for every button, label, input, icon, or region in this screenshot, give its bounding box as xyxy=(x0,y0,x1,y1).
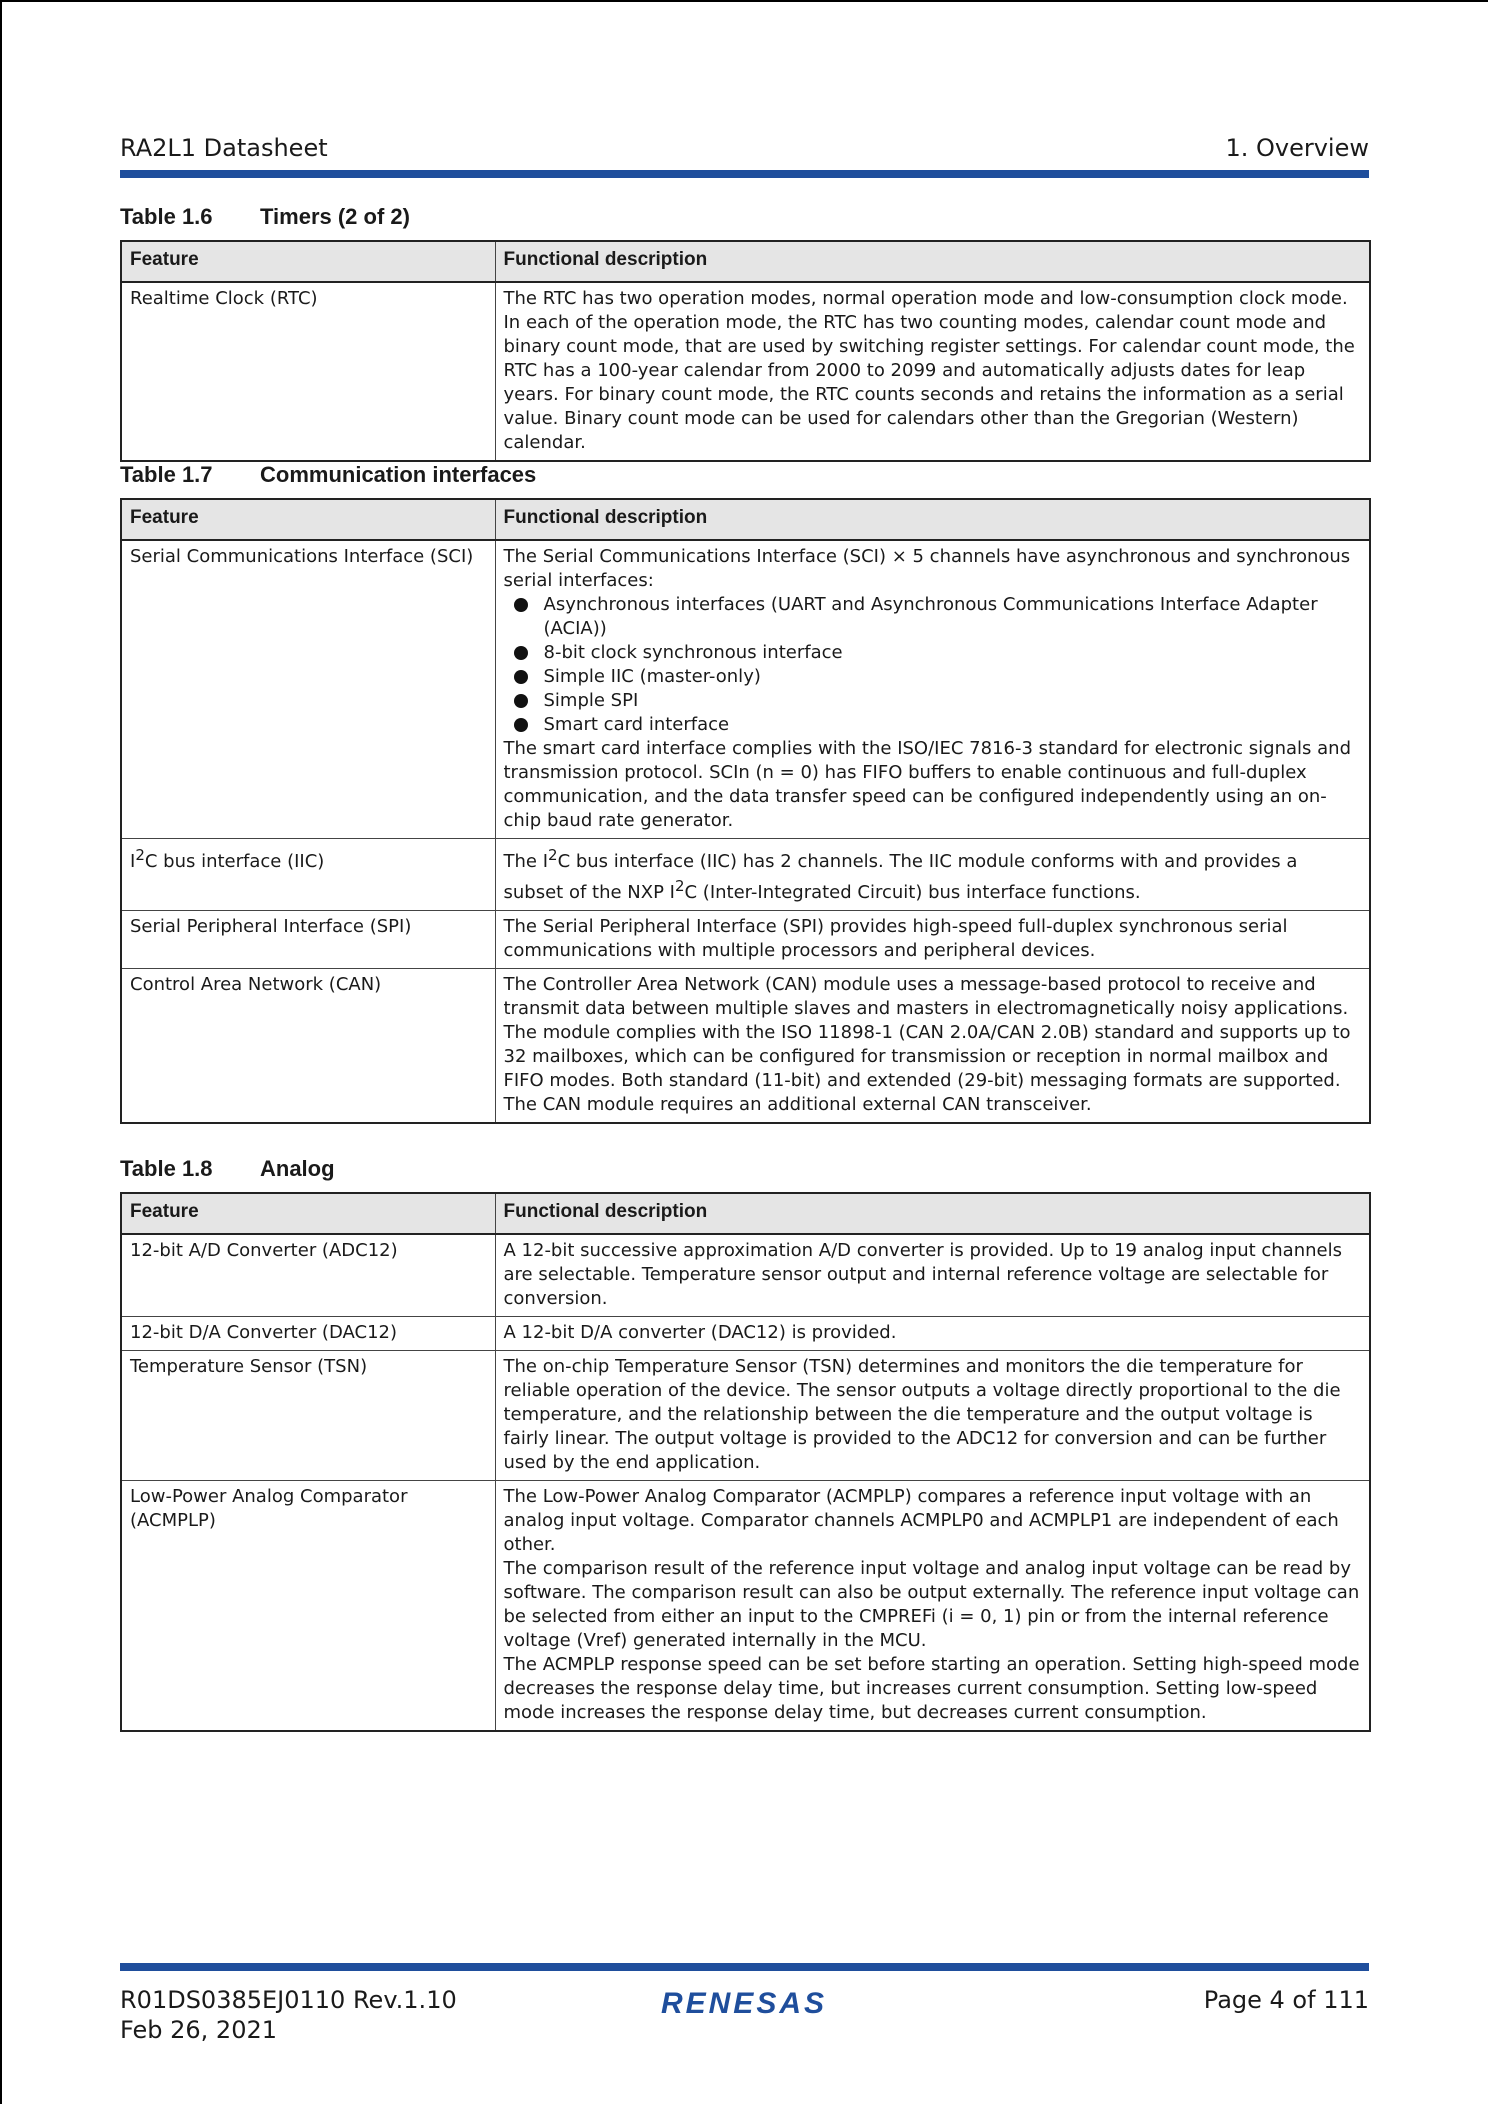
acmplp-paragraph: The ACMPLP response speed can be set before starting an operation. Setting high-speed mode decreases the response delay time, but increases current consumption. Setting low-speed mode increases the response delay time, but decreases current consumption. xyxy=(503,1654,1360,1723)
table-title: Timers (2 of 2) xyxy=(260,204,410,229)
acmplp-paragraph: The comparison result of the reference input voltage and analog input voltage can be read by software. The comparison result can also be output externally. The reference input voltage can be selected from either an input to the CMPREFi (i = 0, 1) pin or from the internal reference voltage (Vref) generated internally in the MCU. xyxy=(503,1558,1360,1651)
list-item: Simple SPI xyxy=(544,689,1362,713)
logo-text: RENESAS xyxy=(660,1987,828,2020)
feature-cell: Temperature Sensor (TSN) xyxy=(121,1351,495,1481)
document-date: Feb 26, 2021 xyxy=(120,2016,277,2044)
description-cell: A 12-bit D/A converter (DAC12) is provided. xyxy=(495,1317,1370,1351)
footer-rule xyxy=(120,1963,1369,1971)
description-cell: A 12-bit successive approximation A/D converter is provided. Up to 19 analog input channels are selectable. Temperature sensor output and internal reference voltage are selectable for conversion. xyxy=(495,1234,1370,1317)
communication-table xyxy=(120,498,1371,1124)
bullet-icon xyxy=(514,598,528,612)
feature-cell: Low-Power Analog Comparator (ACMPLP) xyxy=(121,1481,495,1732)
table-header-row xyxy=(121,499,1370,540)
list-item: Asynchronous interfaces (UART and Asynchronous Communications Interface Adapter (ACIA)) xyxy=(544,593,1362,641)
feature-column-header: Feature xyxy=(121,1193,495,1234)
analog-table xyxy=(120,1192,1371,1732)
feature-cell: $I^2C$ bus interface (IIC) xyxy=(121,839,495,911)
table-caption-communication xyxy=(120,462,536,488)
feature-cell: Control Area Network (CAN) xyxy=(121,969,495,1124)
table-row xyxy=(121,1481,1370,1732)
description-column-header: Functional description xyxy=(495,499,1370,540)
table-number: Table 1.8 xyxy=(120,1156,213,1181)
description-cell xyxy=(495,540,1370,839)
table-caption-timers xyxy=(120,204,410,230)
sci-bullet-list xyxy=(504,593,1362,737)
table-header-row xyxy=(121,1193,1370,1234)
acmplp-paragraph: The Low-Power Analog Comparator (ACMPLP) compares a reference input voltage with an analog input voltage. Comparator channels ACMPLP0 and ACMPLP1 are independent of each other. xyxy=(503,1486,1339,1555)
description-cell: The $I^2C$ bus interface (IIC) has 2 channels. The IIC module conforms with and provides a subset of the NXP $I^2C$ (Inter-Integrated Circuit) bus interface functions. xyxy=(495,839,1370,911)
table-row xyxy=(121,969,1370,1124)
table-number: Table 1.6 xyxy=(120,204,213,229)
list-item: Smart card interface xyxy=(544,713,1362,737)
feature-cell: Serial Communications Interface (SCI) xyxy=(121,540,495,839)
table-title: Communication interfaces xyxy=(260,462,537,487)
table-row xyxy=(121,282,1370,461)
list-item: Simple IIC (master-only) xyxy=(544,665,1362,689)
table-row xyxy=(121,1234,1370,1317)
description-cell: The Serial Peripheral Interface (SPI) provides high-speed full-duplex synchronous serial communications with multiple processors and peripheral devices. xyxy=(495,911,1370,969)
description-column-header: Functional description xyxy=(495,241,1370,282)
table-row xyxy=(121,839,1370,911)
document-id: R01DS0385EJ0110 Rev.1.10 xyxy=(120,1986,457,2014)
table-row xyxy=(121,1317,1370,1351)
description-cell: The RTC has two operation modes, normal operation mode and low-consumption clock mode. In each of the operation mode, the RTC has two counting modes, calendar count mode and binary count mode, that are used by switching register settings. For calendar count mode, the RTC has a 100-year calendar from 2000 to 2099 and automatically adjusts dates for leap years. For binary count mode, the RTC counts seconds and retains the information as a serial value. Binary count mode can be used for calendars other than the Gregorian (Western) calendar. xyxy=(495,282,1370,461)
timers-table xyxy=(120,240,1371,462)
bullet-icon xyxy=(514,670,528,684)
bullet-icon xyxy=(514,718,528,732)
table-row xyxy=(121,1351,1370,1481)
document-title: RA2L1 Datasheet xyxy=(120,134,328,162)
feature-cell: 12-bit A/D Converter (ADC12) xyxy=(121,1234,495,1317)
bullet-icon xyxy=(514,694,528,708)
table-number: Table 1.7 xyxy=(120,462,213,487)
table-row xyxy=(121,540,1370,839)
description-cell: The Controller Area Network (CAN) module uses a message-based protocol to receive and transmit data between multiple slaves and masters in electromagnetically noisy applications. The module complies with the ISO 11898-1 (CAN 2.0A/CAN 2.0B) standard and supports up to 32 mailboxes, which can be configured for transmission or reception in normal mailbox and FIFO modes. Both standard (11-bit) and extended (29-bit) messaging formats are supported. The CAN module requires an additional external CAN transceiver. xyxy=(495,969,1370,1124)
bullet-icon xyxy=(514,646,528,660)
table-caption-analog xyxy=(120,1156,335,1182)
feature-cell: Serial Peripheral Interface (SPI) xyxy=(121,911,495,969)
description-cell: The on-chip Temperature Sensor (TSN) determines and monitors the die temperature for reliable operation of the device. The sensor outputs a voltage directly proportional to the die temperature, and the relationship between the die temperature and the output voltage is fairly linear. The output voltage is provided to the ADC12 for conversion and can be further used by the end application. xyxy=(495,1351,1370,1481)
sci-intro: The Serial Communications Interface (SCI) × 5 channels have asynchronous and synchronous serial interfaces: xyxy=(503,546,1351,591)
feature-cell: Realtime Clock (RTC) xyxy=(121,282,495,461)
list-item: 8-bit clock synchronous interface xyxy=(544,641,1362,665)
page-number: Page 4 of 111 xyxy=(1203,1986,1369,2014)
feature-cell: 12-bit D/A Converter (DAC12) xyxy=(121,1317,495,1351)
sci-outro: The smart card interface complies with the ISO/IEC 7816-3 standard for electronic signals and transmission protocol. SCIn (n = 0) has FIFO buffers to enable continuous and full-duplex communication, and the data transfer speed can be configured independently using an on-chip baud rate generator. xyxy=(503,738,1352,831)
description-cell xyxy=(495,1481,1370,1732)
section-title: 1. Overview xyxy=(1225,134,1369,162)
feature-column-header: Feature xyxy=(121,499,495,540)
page-header xyxy=(120,130,1369,178)
table-row xyxy=(121,911,1370,969)
renesas-logo xyxy=(634,1983,854,2023)
feature-column-header: Feature xyxy=(121,241,495,282)
table-header-row xyxy=(121,241,1370,282)
description-column-header: Functional description xyxy=(495,1193,1370,1234)
table-title: Analog xyxy=(260,1156,335,1181)
